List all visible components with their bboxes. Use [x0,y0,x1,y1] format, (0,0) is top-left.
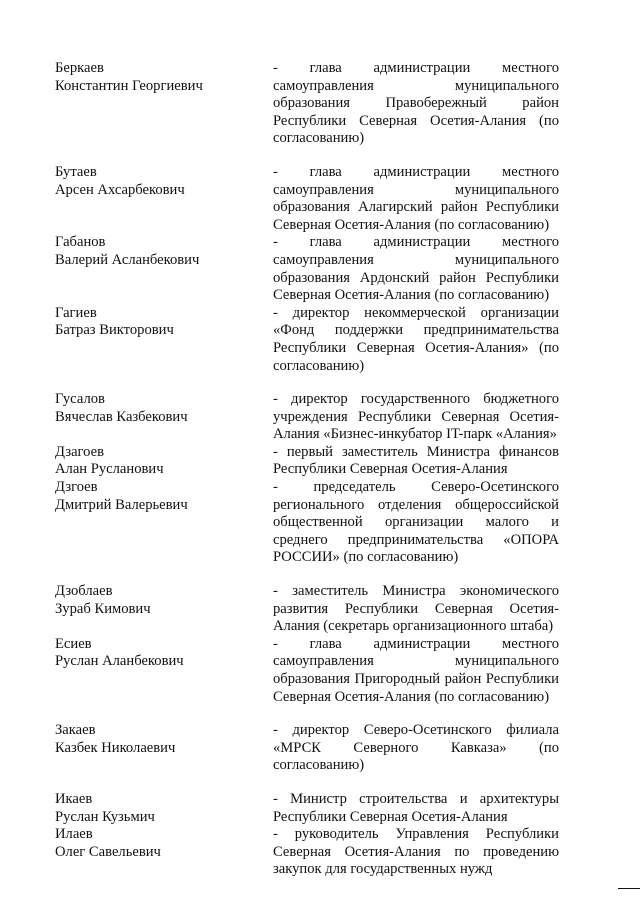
member-entry [55,636,559,706]
member-name [55,583,273,636]
member-surname: Дзагоев [55,443,105,460]
member-name [55,636,273,706]
page-corner-mark [618,888,640,889]
member-name [55,479,273,567]
member-entry [55,164,559,234]
member-role: - глава администрации местного самоуправления муниципального образования Пригородный район Республики Северная Осетия-Алания (по согласованию) [273,635,559,705]
member-name [55,826,273,879]
member-role: - Министр строительства и архитектуры Республики Северная Осетия-Алания [273,790,559,825]
member-entry [55,583,559,636]
member-role: - директор Северо-Осетинского филиала «МРСК Северного Кавказа» (по согласованию) [273,722,559,774]
member-entry [55,234,559,304]
member-entry [55,60,559,148]
member-given-names: Арсен Ахсарбекович [55,181,185,198]
member-given-names: Олег Савельевич [55,843,161,860]
member-name [55,60,273,148]
member-given-names: Руслан Аланбекович [55,653,184,670]
member-role: - первый заместитель Министра финансов Республики Северная Осетия-Алания [273,443,559,478]
member-role: - глава администрации местного самоуправления муниципального образования Алагирский район Республики Северная Осетия-Алания (по согласованию) [273,163,559,233]
member-given-names: Дмитрий Валерьевич [55,496,188,513]
member-surname: Есиев [55,635,92,652]
member-given-names: Батраз Викторович [55,322,174,339]
member-given-names: Зураб Кимович [55,600,151,617]
member-given-names: Казбек Николаевич [55,739,176,756]
member-given-names: Руслан Кузьмич [55,808,155,825]
member-entry [55,305,559,375]
member-surname: Дзгоев [55,479,98,496]
member-given-names: Алан Русланович [55,461,164,478]
member-surname: Беркаев [55,60,104,76]
member-role: - директор некоммерческой организации «Фонд поддержки предпринимательства Республики Северная Осетия-Алания» (по согласованию) [273,304,559,374]
member-name [55,722,273,775]
member-surname: Гусалов [55,391,105,408]
member-entry [55,791,559,826]
member-role: - заместитель Министра экономического развития Республики Северная Осетия-Алания (секретарь организационного штаба) [273,583,559,635]
member-name [55,305,273,375]
member-role: - руководитель Управления Республики Северная Осетия-Алания по проведению закупок для государственных нужд [273,826,559,878]
member-role: - глава администрации местного самоуправления муниципального образования Правобережный район Республики Северная Осетия-Алания (по согласованию) [273,60,559,147]
member-name [55,444,273,479]
member-name [55,391,273,444]
member-entry [55,391,559,444]
member-name [55,791,273,826]
member-given-names: Валерий Асланбекович [55,251,200,268]
member-name [55,164,273,234]
member-name [55,234,273,304]
member-given-names: Вячеслав Казбекович [55,408,188,425]
member-entry [55,444,559,479]
member-given-names: Константин Георгиевич [55,77,203,94]
member-role: - глава администрации местного самоуправления муниципального образования Ардонский район Республики Северная Осетия-Алания (по согласованию) [273,234,559,304]
member-entry [55,826,559,879]
member-surname: Габанов [55,234,106,251]
member-surname: Икаев [55,790,93,807]
member-surname: Закаев [55,722,96,739]
member-surname: Бутаев [55,163,97,180]
member-role: - председатель Северо-Осетинского регионального отделения общероссийской общественной организации малого и среднего предпринимательства «ОПОРА РОССИИ» (по согласованию) [273,479,559,566]
member-surname: Дзоблаев [55,583,113,600]
member-role: - директор государственного бюджетного учреждения Республики Северная Осетия-Алания «Бизнес-инкубатор IT-парк «Алания» [273,391,559,443]
member-entry [55,722,559,775]
member-surname: Гагиев [55,304,97,321]
member-surname: Илаев [55,826,93,843]
member-list [55,60,559,879]
member-entry [55,479,559,567]
